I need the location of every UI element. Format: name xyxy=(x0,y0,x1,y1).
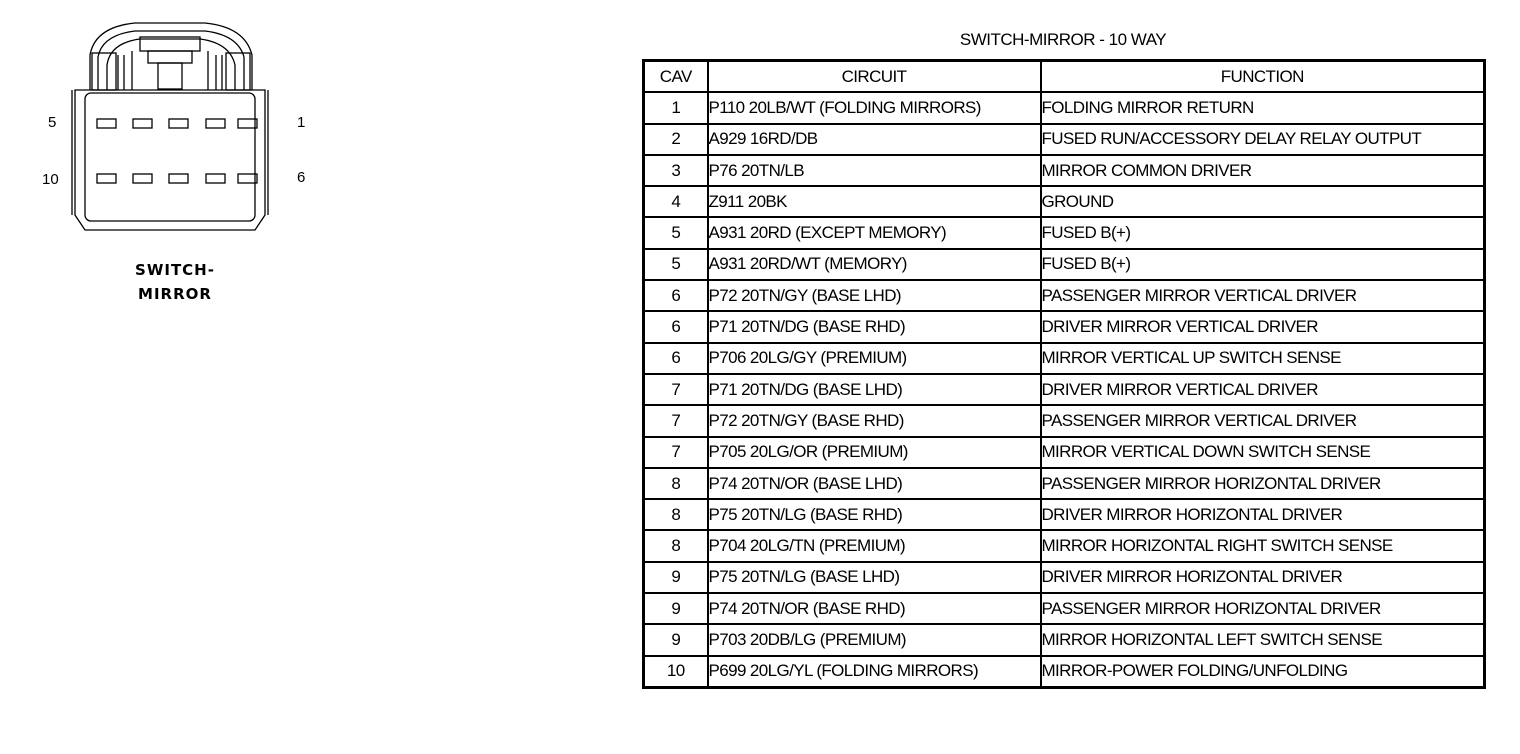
table-row xyxy=(644,562,1485,593)
pinout-table xyxy=(642,59,1486,689)
circuit-cell: P704 20LG/TN (PREMIUM) xyxy=(708,530,1041,561)
pin-label-5: 5 xyxy=(48,114,57,131)
table-row xyxy=(644,499,1485,530)
cav-cell: 7 xyxy=(644,405,708,436)
cav-cell: 6 xyxy=(644,280,708,311)
table-row xyxy=(644,468,1485,499)
table-row xyxy=(644,624,1485,655)
cav-cell: 10 xyxy=(644,656,708,688)
function-cell: PASSENGER MIRROR VERTICAL DRIVER xyxy=(1041,280,1485,311)
table-title: SWITCH-MIRROR - 10 WAY xyxy=(959,30,1167,49)
circuit-cell: P705 20LG/OR (PREMIUM) xyxy=(708,437,1041,468)
table-row xyxy=(644,593,1485,624)
cav-cell: 8 xyxy=(644,468,708,499)
circuit-cell: P76 20TN/LB xyxy=(708,155,1041,186)
table-header-row xyxy=(644,61,1485,93)
cav-cell: 4 xyxy=(644,186,708,217)
pin-label-1: 1 xyxy=(297,114,306,131)
function-cell: MIRROR HORIZONTAL RIGHT SWITCH SENSE xyxy=(1041,530,1485,561)
cav-cell: 8 xyxy=(644,499,708,530)
table-row xyxy=(644,92,1485,123)
circuit-cell: P74 20TN/OR (BASE RHD) xyxy=(708,593,1041,624)
function-cell: DRIVER MIRROR HORIZONTAL DRIVER xyxy=(1041,562,1485,593)
pin-label-6: 6 xyxy=(297,169,306,186)
function-cell: PASSENGER MIRROR VERTICAL DRIVER xyxy=(1041,405,1485,436)
table-row xyxy=(644,124,1485,155)
table-row xyxy=(644,656,1485,688)
cav-cell: 9 xyxy=(644,562,708,593)
cavity-grid xyxy=(97,119,257,183)
table-row xyxy=(644,155,1485,186)
pin-label-10: 10 xyxy=(42,171,59,188)
cav-cell: 7 xyxy=(644,437,708,468)
function-cell: PASSENGER MIRROR HORIZONTAL DRIVER xyxy=(1041,468,1485,499)
connector-outline xyxy=(40,15,320,245)
header-circuit: CIRCUIT xyxy=(708,61,1041,93)
cav-cell: 9 xyxy=(644,593,708,624)
table-row xyxy=(644,530,1485,561)
cav-cell: 9 xyxy=(644,624,708,655)
cav-cell: 8 xyxy=(644,530,708,561)
table-row xyxy=(644,405,1485,436)
function-cell: MIRROR VERTICAL UP SWITCH SENSE xyxy=(1041,343,1485,374)
header-cav: CAV xyxy=(644,61,708,93)
function-cell: FUSED B(+) xyxy=(1041,217,1485,248)
circuit-cell: P72 20TN/GY (BASE RHD) xyxy=(708,405,1041,436)
cav-cell: 3 xyxy=(644,155,708,186)
circuit-cell: P75 20TN/LG (BASE RHD) xyxy=(708,499,1041,530)
circuit-cell: P110 20LB/WT (FOLDING MIRRORS) xyxy=(708,92,1041,123)
function-cell: MIRROR VERTICAL DOWN SWITCH SENSE xyxy=(1041,437,1485,468)
header-function: FUNCTION xyxy=(1041,61,1485,93)
function-cell: MIRROR COMMON DRIVER xyxy=(1041,155,1485,186)
table-row xyxy=(644,343,1485,374)
function-cell: GROUND xyxy=(1041,186,1485,217)
circuit-cell: Z911 20BK xyxy=(708,186,1041,217)
cav-cell: 6 xyxy=(644,343,708,374)
circuit-cell: A931 20RD (EXCEPT MEMORY) xyxy=(708,217,1041,248)
function-cell: DRIVER MIRROR VERTICAL DRIVER xyxy=(1041,311,1485,342)
function-cell: DRIVER MIRROR HORIZONTAL DRIVER xyxy=(1041,499,1485,530)
circuit-cell: P703 20DB/LG (PREMIUM) xyxy=(708,624,1041,655)
circuit-cell: A931 20RD/WT (MEMORY) xyxy=(708,249,1041,280)
connector-name xyxy=(120,258,230,306)
function-cell: MIRROR-POWER FOLDING/UNFOLDING xyxy=(1041,656,1485,688)
table-row xyxy=(644,217,1485,248)
function-cell: PASSENGER MIRROR HORIZONTAL DRIVER xyxy=(1041,593,1485,624)
cav-cell: 7 xyxy=(644,374,708,405)
circuit-cell: P75 20TN/LG (BASE LHD) xyxy=(708,562,1041,593)
cav-cell: 1 xyxy=(644,92,708,123)
connector-drawing xyxy=(40,15,320,245)
table-row xyxy=(644,311,1485,342)
function-cell: FOLDING MIRROR RETURN xyxy=(1041,92,1485,123)
function-cell: FUSED B(+) xyxy=(1041,249,1485,280)
table-row xyxy=(644,186,1485,217)
connector-name-line2: MIRROR xyxy=(138,285,212,303)
circuit-cell: A929 16RD/DB xyxy=(708,124,1041,155)
function-cell: MIRROR HORIZONTAL LEFT SWITCH SENSE xyxy=(1041,624,1485,655)
cav-cell: 5 xyxy=(644,249,708,280)
circuit-cell: P71 20TN/DG (BASE LHD) xyxy=(708,374,1041,405)
circuit-cell: P74 20TN/OR (BASE LHD) xyxy=(708,468,1041,499)
table-row xyxy=(644,374,1485,405)
function-cell: DRIVER MIRROR VERTICAL DRIVER xyxy=(1041,374,1485,405)
table-row xyxy=(644,437,1485,468)
circuit-cell: P706 20LG/GY (PREMIUM) xyxy=(708,343,1041,374)
circuit-cell: P72 20TN/GY (BASE LHD) xyxy=(708,280,1041,311)
cav-cell: 2 xyxy=(644,124,708,155)
circuit-cell: P699 20LG/YL (FOLDING MIRRORS) xyxy=(708,656,1041,688)
circuit-cell: P71 20TN/DG (BASE RHD) xyxy=(708,311,1041,342)
connector-name-line1: SWITCH- xyxy=(135,261,215,279)
cav-cell: 5 xyxy=(644,217,708,248)
pinout-table-body xyxy=(644,92,1485,687)
function-cell: FUSED RUN/ACCESSORY DELAY RELAY OUTPUT xyxy=(1041,124,1485,155)
table-row xyxy=(644,249,1485,280)
cav-cell: 6 xyxy=(644,311,708,342)
table-row xyxy=(644,280,1485,311)
